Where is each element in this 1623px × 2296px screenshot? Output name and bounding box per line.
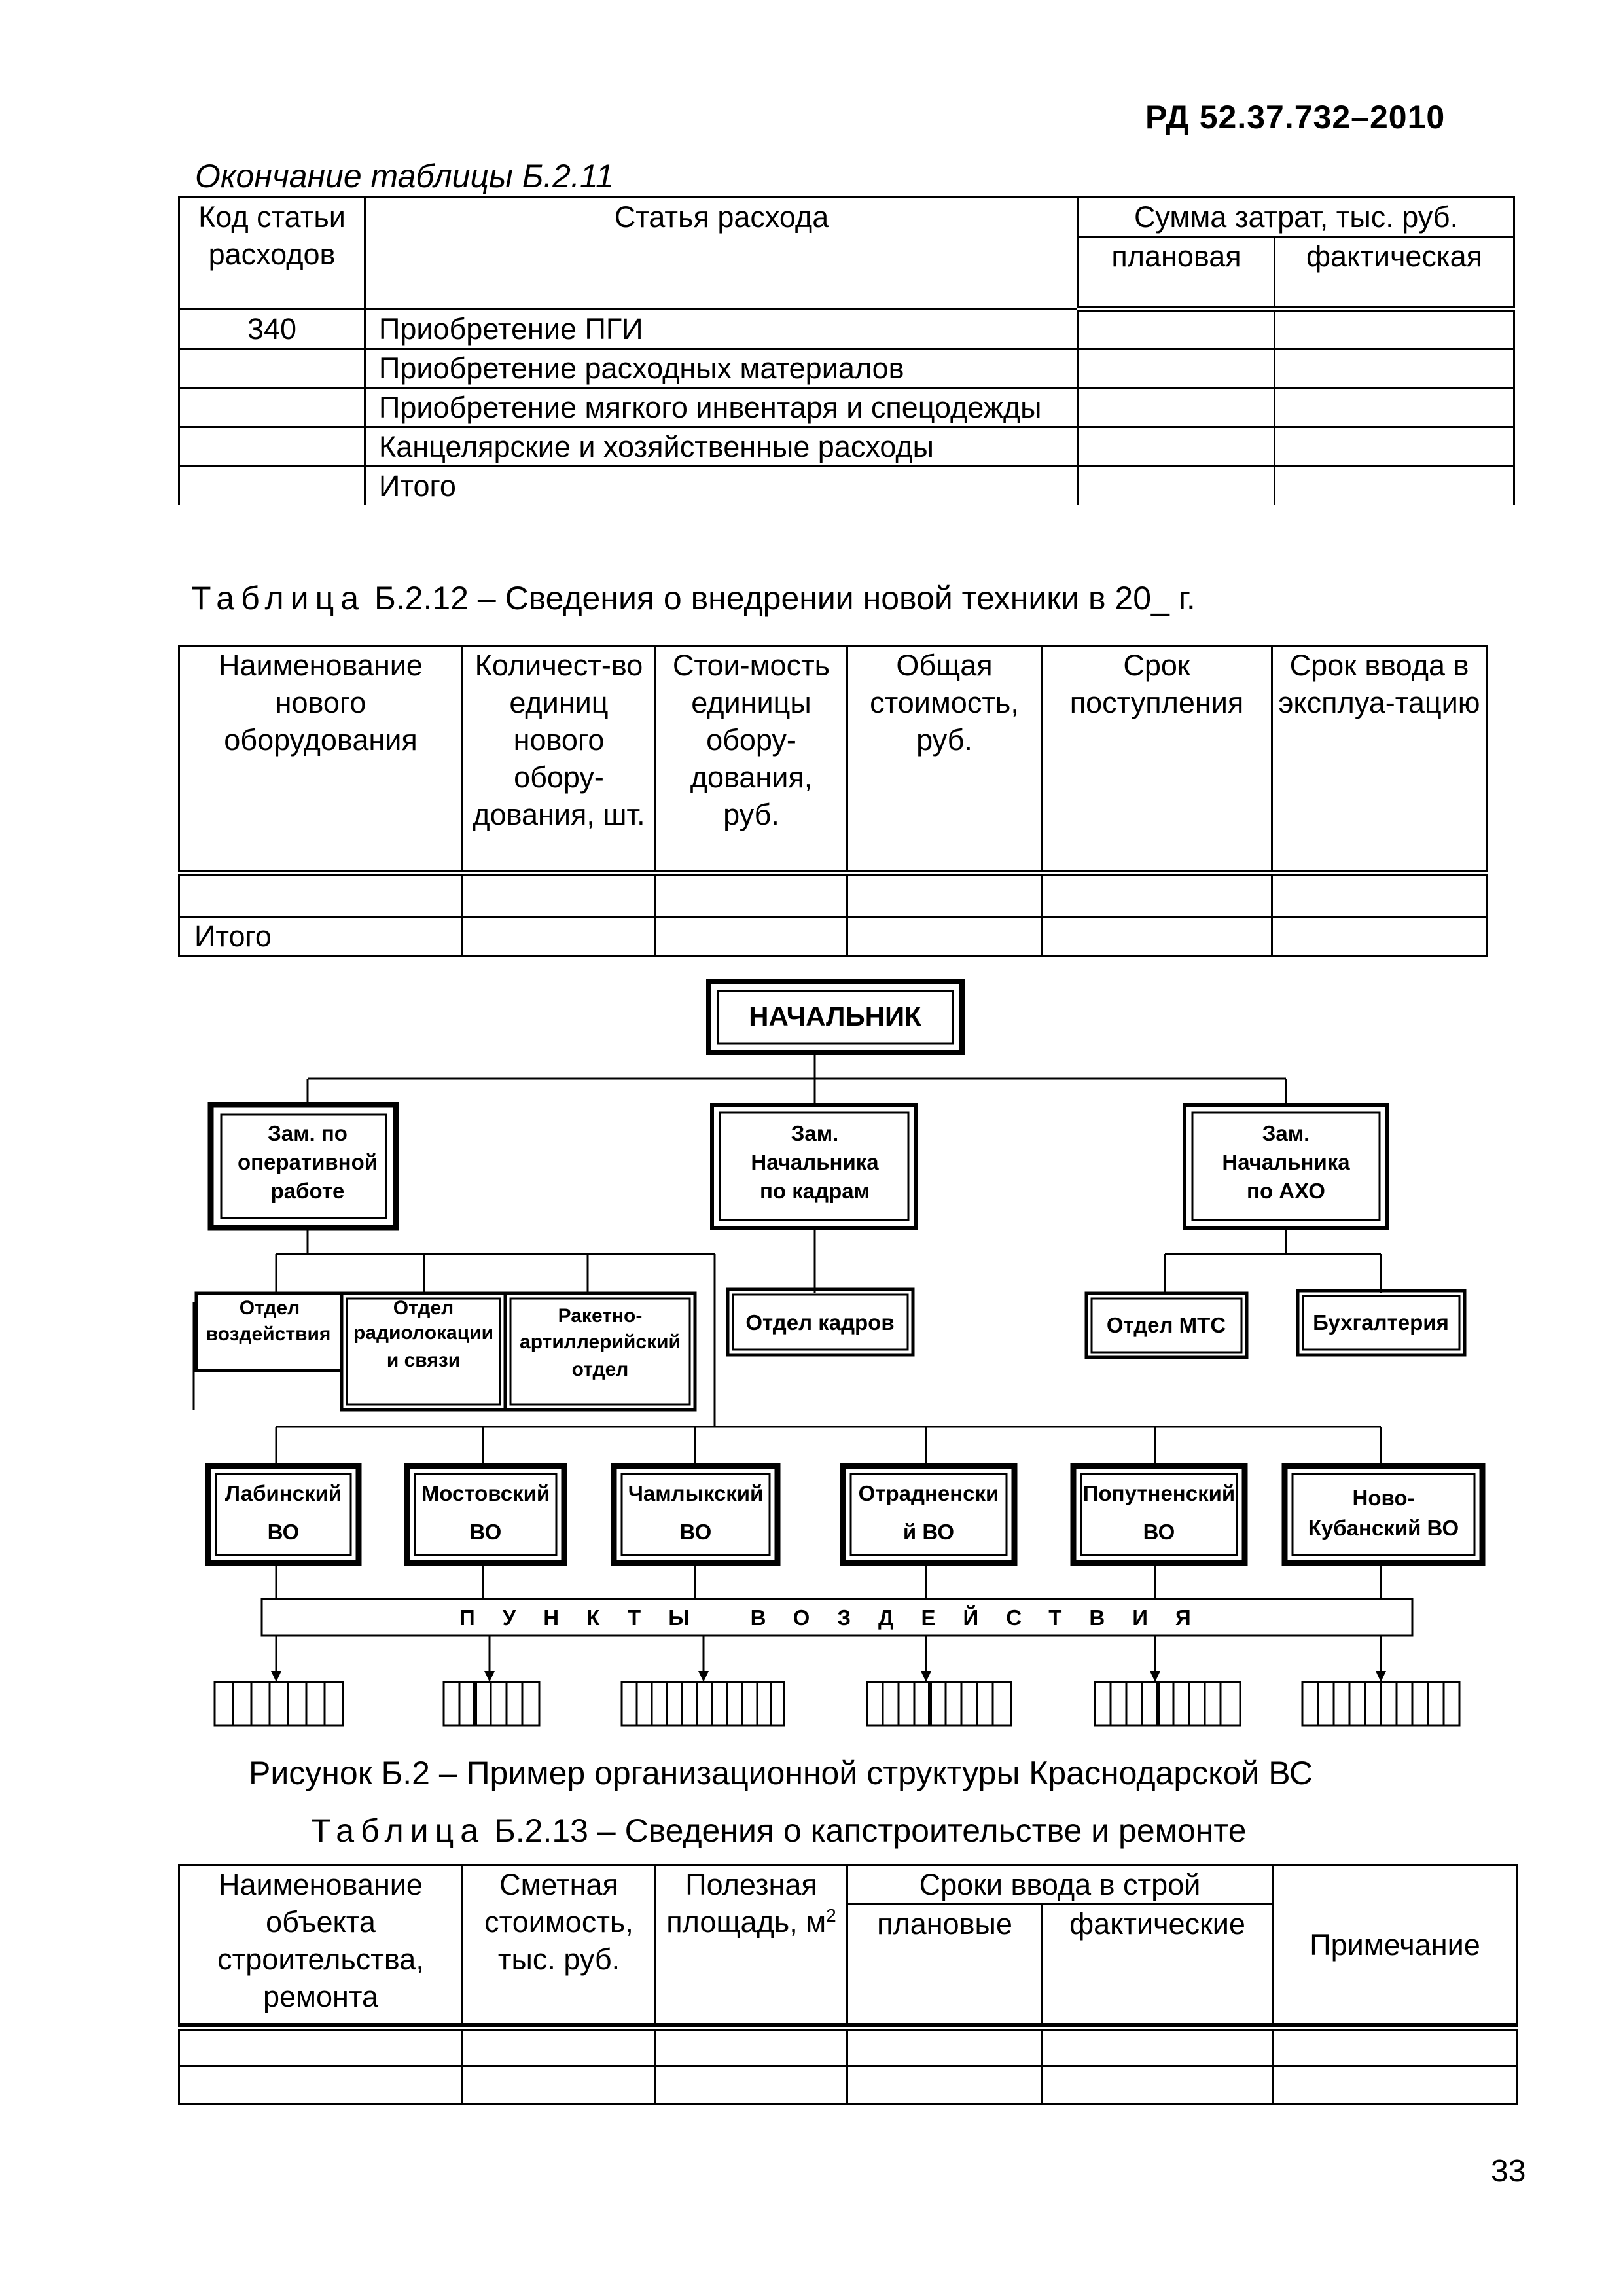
caption-text: Б.2.13 – Сведения о капстроительстве и ремонте (493, 1812, 1247, 1849)
caption-text: Б.2.12 – Сведения о внедрении новой техники в 20_ г. (374, 580, 1196, 617)
table-row-item: Приобретение мягкого инвентаря и спецодежды (365, 388, 1079, 427)
branch-line: Мостовский (421, 1481, 550, 1505)
table-b213-caption (311, 1812, 1247, 1850)
dept-hr-box: Отдел кадров (745, 1310, 895, 1335)
header-actual: фактическая (1275, 237, 1514, 310)
caption-prefix: Таблица (311, 1812, 486, 1849)
dept-rocket-line: Ракетно- (558, 1305, 643, 1327)
deputy-hr-line: Начальника (751, 1150, 879, 1174)
branch-line: Попутненский (1082, 1481, 1236, 1505)
deputy-aho-line: Зам. (1262, 1121, 1310, 1145)
table-cell (1273, 2066, 1518, 2104)
deputy-ops-line: работе (270, 1179, 345, 1203)
deputy-aho-line: по АХО (1247, 1179, 1325, 1203)
dept-rocket-line: отдел (571, 1359, 629, 1380)
dept-impact-line: Отдел (239, 1297, 300, 1319)
header-actual: фактические (1043, 1905, 1273, 2024)
table-row-item: Приобретение расходных материалов (365, 349, 1079, 388)
table-cell (1043, 2066, 1273, 2104)
deputy-hr-line: Зам. (791, 1121, 839, 1145)
branch-line: Чамлыкский (628, 1481, 764, 1505)
dept-accounting-box: Бухгалтерия (1313, 1310, 1449, 1335)
deputy-ops-line: Зам. по (268, 1121, 348, 1145)
table-cell (179, 2028, 463, 2066)
table-cell (656, 2028, 847, 2066)
table-cell (1273, 2028, 1518, 2066)
impact-point-cells (215, 1682, 1459, 1725)
branch-line: ВО (469, 1520, 502, 1544)
dept-radar-line: Отдел (393, 1297, 454, 1319)
header-quantity: Количест-во единиц нового обору-дования, шт. (463, 646, 656, 874)
table-b213 (178, 1864, 1518, 2105)
branch-line: Лабинский (224, 1481, 342, 1505)
header-sum: Сумма затрат, тыс. руб. (1079, 198, 1514, 237)
dept-rocket-line: артиллерийский (520, 1331, 681, 1353)
table-row-total: Итого (365, 467, 1079, 505)
header-commissioning-term: Срок ввода в эксплуа-тацию (1272, 646, 1487, 874)
table-cell (463, 2028, 656, 2066)
header-total-cost: Общая стоимость, руб. (847, 646, 1042, 874)
header-terms: Сроки ввода в строй (847, 1865, 1273, 1905)
branch-line: Кубанский ВО (1308, 1516, 1459, 1540)
branch-line: ВО (1143, 1520, 1175, 1544)
table-cell (1043, 2028, 1273, 2066)
header-planned: плановая (1079, 237, 1275, 310)
table-row-item: Приобретение ПГИ (365, 310, 1079, 349)
branch-line: Отрадненски (858, 1481, 999, 1505)
caption-prefix: Таблица (191, 580, 366, 617)
table-row-total: Итого (179, 917, 463, 956)
dept-radar-line: радиолокации (353, 1322, 494, 1344)
table-cell (847, 2028, 1043, 2066)
chief-box: НАЧАЛЬНИК (749, 1001, 921, 1031)
header-note: Примечание (1273, 1865, 1518, 2024)
table-b211-caption: Окончание таблицы Б.2.11 (195, 158, 614, 194)
header-planned: плановые (847, 1905, 1043, 2024)
header-item: Статья расхода (365, 198, 1079, 310)
header-code: Код статьи расходов (179, 198, 365, 310)
deputy-aho-line: Начальника (1222, 1150, 1350, 1174)
branch-line: Ново- (1352, 1486, 1415, 1510)
header-cost: Сметная стоимость, тыс. руб. (463, 1865, 656, 2024)
header-equipment-name: Наименование нового оборудования (179, 646, 463, 874)
table-cell (463, 2066, 656, 2104)
branch-line: й ВО (902, 1520, 955, 1544)
table-cell (656, 2066, 847, 2104)
table-row-code: 340 (179, 310, 365, 349)
figure-caption: Рисунок Б.2 – Пример организационной структуры Краснодарской ВС (249, 1755, 1313, 1791)
dept-mts-box: Отдел МТС (1106, 1313, 1226, 1337)
document-code: РД 52.37.732–2010 (1145, 99, 1446, 135)
page-number: 33 (1491, 2154, 1526, 2189)
branch-line: ВО (267, 1520, 300, 1544)
dept-impact-line: воздействия (205, 1323, 331, 1345)
header-object: Наименование объекта строительства, ремонта (179, 1865, 463, 2024)
deputy-hr-line: по кадрам (760, 1179, 870, 1203)
header-unit-cost: Стои-мость единицы обору-дования, руб. (656, 646, 847, 874)
header-area (656, 1865, 847, 2024)
table-cell (847, 2066, 1043, 2104)
area-label: Полезная площадь, м (666, 1868, 827, 1939)
header-arrival-term: Срок поступления (1042, 646, 1272, 874)
table-row-item: Канцелярские и хозяйственные расходы (365, 427, 1079, 467)
area-superscript: 2 (826, 1905, 836, 1926)
branch-line: ВО (679, 1520, 712, 1544)
impact-points-label: ПУНКТЫ ВОЗДЕЙСТВИЯ (459, 1605, 1219, 1630)
table-cell (179, 2066, 463, 2104)
dept-radar-line: и связи (386, 1350, 461, 1371)
deputy-ops-line: оперативной (237, 1150, 378, 1174)
